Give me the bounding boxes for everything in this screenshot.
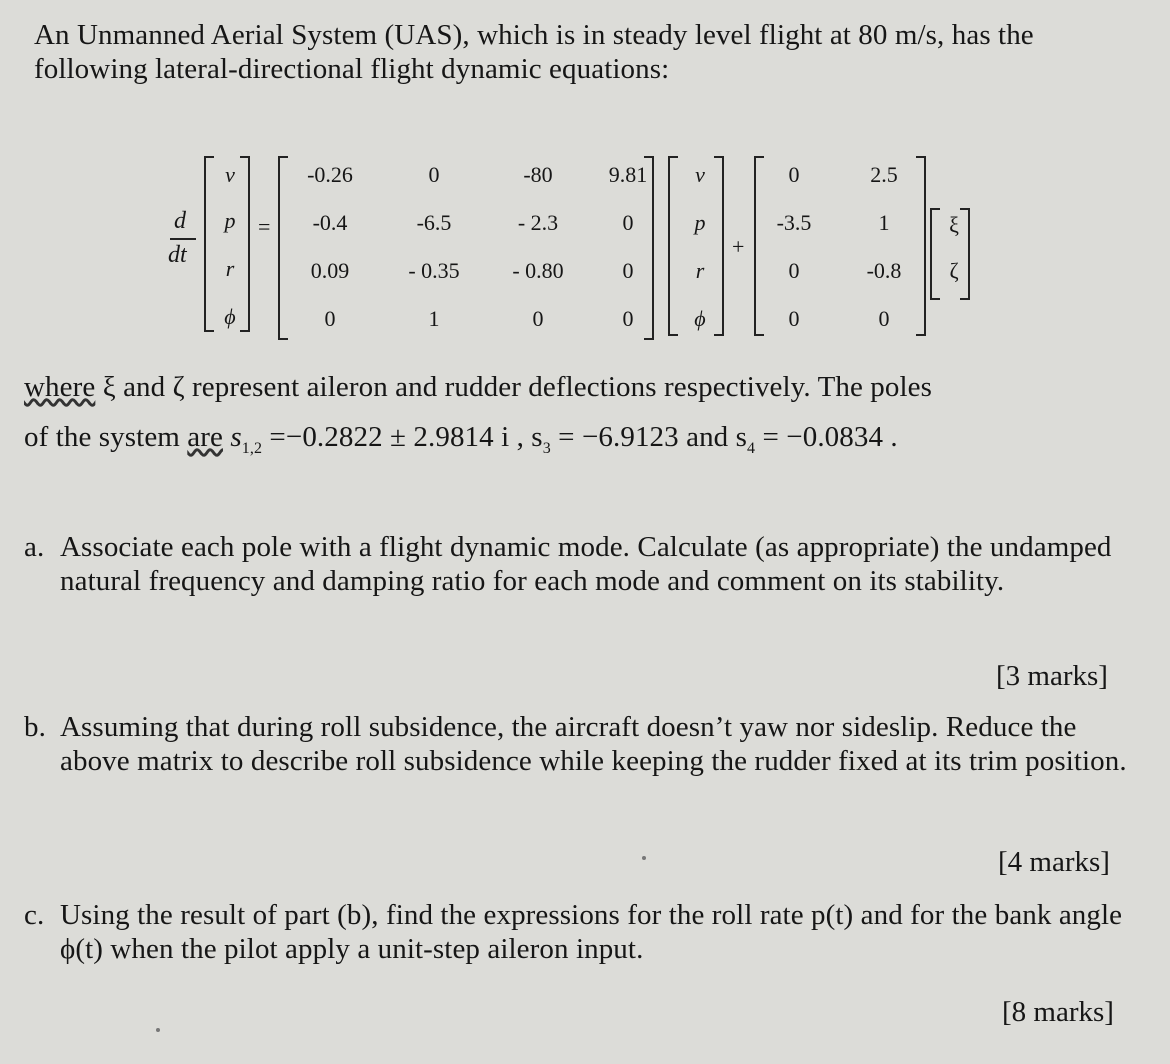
a-cell: 0 (622, 306, 634, 331)
a-cell: - 2.3 (517, 210, 559, 235)
fraction-line (170, 238, 196, 240)
marks-a: [3 marks] (996, 660, 1108, 692)
b-cell: 0 (788, 162, 800, 187)
a-cell: - 0.35 (408, 258, 460, 283)
a-cell: 9.81 (608, 162, 648, 187)
question-text: Using the result of part (b), find the expressions for the roll rate p(t) and for the bank angle ϕ(t) when the pilot apply a unit-step aileron input. (60, 899, 1123, 965)
input-zeta: ζ (949, 258, 959, 283)
state-p: p (224, 208, 236, 233)
where-text: ξ and ζ represent aileron and rudder deflections respectively. The poles (95, 371, 933, 403)
a-cell: 1 (428, 306, 440, 331)
pole-values: =−0.2822 ± 2.9814 i , s (262, 421, 543, 453)
a-cell: -0.4 (312, 210, 348, 235)
b-cell: 0 (788, 306, 800, 331)
pole-subscript: 3 (542, 439, 551, 457)
a-cell: 0 (428, 162, 440, 187)
speck (156, 1028, 160, 1032)
a-cell: - 0.80 (512, 258, 564, 283)
b-cell: 0 (788, 258, 800, 283)
a-cell: 0 (622, 210, 634, 235)
question-a (24, 530, 1144, 598)
question-text: Assuming that during roll subsidence, the aircraft doesn’t yaw nor sideslip. Reduce the above matrix to describe roll subsidence while keeping the rudder fixed at its trim position. (60, 711, 1127, 777)
a-cell: -80 (523, 162, 553, 187)
question-text: Associate each pole with a flight dynamic mode. Calculate (as appropriate) the undamped natural frequency and damping ratio for each mode and comment on its stability. (60, 531, 1112, 597)
a-cell: 0.09 (310, 258, 350, 283)
pole-symbol: s (223, 421, 242, 453)
where-word: where (24, 371, 96, 403)
intro-paragraph: An Unmanned Aerial System (UAS), which is in steady level flight at 80 m/s, has the following lateral-directional flight dynamic equations: (34, 19, 1034, 85)
question-label: b. (24, 711, 46, 743)
state-v: v (695, 162, 705, 187)
state-r: r (225, 256, 235, 281)
b-cell: 1 (878, 210, 890, 235)
equals-sign: = (258, 214, 271, 239)
state-space-equation (160, 150, 1000, 350)
b-cell: -0.8 (866, 258, 902, 283)
poles-text: of the system (24, 421, 188, 453)
b-cell: -3.5 (776, 210, 812, 235)
state-p: p (694, 210, 706, 235)
a-cell: 0 (622, 258, 634, 283)
speck (642, 856, 646, 860)
state-phi: ϕ (224, 304, 236, 329)
where-paragraph (24, 370, 1144, 466)
derivative-d: d (174, 208, 186, 234)
marks-b: [4 marks] (998, 846, 1110, 878)
state-v: v (225, 162, 235, 187)
question-b (24, 710, 1144, 778)
a-cell: 0 (532, 306, 544, 331)
a-cell: -6.5 (416, 210, 452, 235)
a-cell: 0 (324, 306, 336, 331)
pole-values: = −0.0834 . (755, 421, 898, 453)
marks-c: [8 marks] (1002, 996, 1114, 1028)
a-matrix-bracket-left (278, 156, 288, 340)
input-xi: ξ (949, 212, 959, 237)
state-phi: ϕ (694, 306, 706, 331)
state-r: r (695, 258, 705, 283)
question-label: a. (24, 531, 45, 563)
pole-values: = −6.9123 and s (550, 421, 748, 453)
a-cell: -0.26 (307, 162, 353, 187)
derivative-dt: dt (168, 242, 187, 268)
b-cell: 0 (878, 306, 890, 331)
question-c (24, 898, 1144, 966)
are-word: are (187, 421, 223, 453)
question-label: c. (24, 899, 45, 931)
plus-sign: + (732, 234, 745, 259)
b-cell: 2.5 (870, 162, 898, 187)
pole-subscript: 4 (747, 439, 756, 457)
pole-subscript: 1,2 (241, 439, 263, 457)
